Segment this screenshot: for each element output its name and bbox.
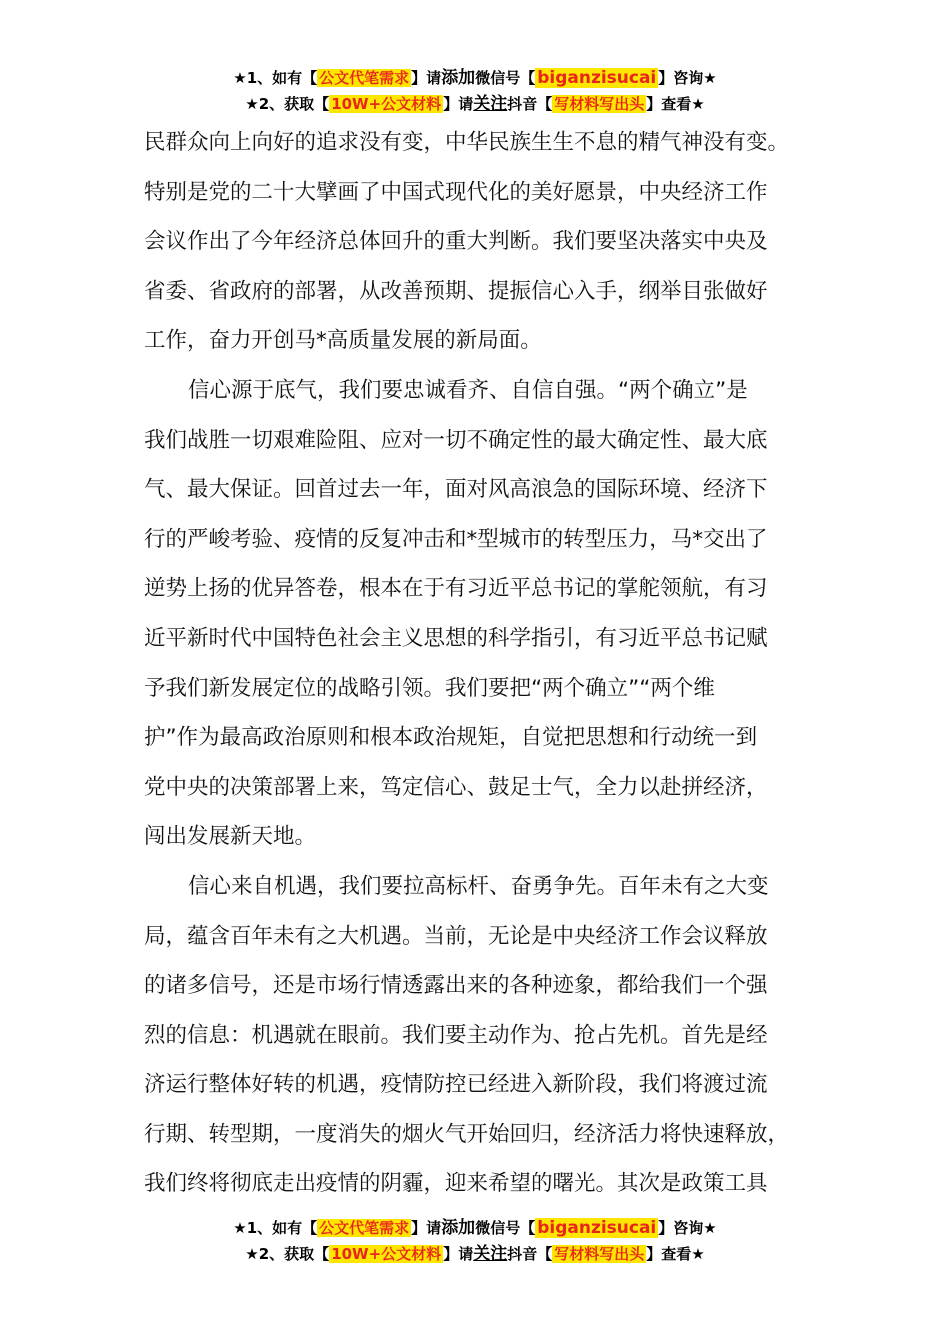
highlight-materials: 10W+公文材料 bbox=[331, 1245, 442, 1263]
body-line: 逆势上扬的优异答卷，根本在于有习近平总书记的掌舵领航，有习 bbox=[144, 576, 768, 602]
body-line: 护”作为最高政治原则和根本政治规矩，自觉把思想和行动统一到 bbox=[144, 725, 758, 751]
body-line: 我们终将彻底走出疫情的阴霾，迎来希望的曙光。其次是政策工具 bbox=[144, 1171, 768, 1197]
banner-text: ★1、如有【 bbox=[233, 69, 318, 87]
banner-text: 】查看★ bbox=[646, 95, 705, 113]
banner-text: 】查看★ bbox=[646, 1245, 705, 1263]
banner-text: 】请 bbox=[411, 69, 442, 87]
body-line: 省委、省政府的部署，从改善预期、提振信心入手，纲举目张做好 bbox=[144, 278, 768, 304]
highlight-wechat-id: biganzisucai bbox=[537, 1218, 657, 1238]
highlight-materials: 10W+公文材料 bbox=[331, 95, 442, 113]
body-line: 行的严峻考验、疫情的反复冲击和*型城市的转型压力，马*交出了 bbox=[144, 526, 768, 552]
body-line: 我们战胜一切艰难险阻、应对一切不确定性的最大确定性、最大底 bbox=[144, 427, 768, 453]
body-line: 气、最大保证。回首过去一年，面对风高浪急的国际环境、经济下 bbox=[144, 477, 768, 503]
highlight-douyin: 写材料写出头 bbox=[554, 1245, 645, 1263]
body-line: 的诸多信号，还是市场行情透露出来的各种迹象，都给我们一个强 bbox=[144, 973, 768, 999]
body-line: 局，蕴含百年未有之大机遇。当前，无论是中央经济工作会议释放 bbox=[144, 923, 768, 949]
highlight-wechat-id: biganzisucai bbox=[537, 68, 657, 88]
banner-text: 抖音【 bbox=[507, 1245, 553, 1263]
banner-emphasis: 关注 bbox=[473, 1244, 508, 1264]
banner-line-1 bbox=[0, 66, 950, 91]
body-line: 民群众向上向好的追求没有变，中华民族生生不息的精气神没有变。 bbox=[144, 130, 790, 155]
banner-text: 】请 bbox=[411, 1219, 442, 1237]
banner-text: 微信号【 bbox=[475, 1219, 536, 1237]
highlight-douyin: 写材料写出头 bbox=[554, 95, 645, 113]
paragraph-start-line: 信心来自机遇，我们要拉高标杆、奋勇争先。百年未有之大变 bbox=[188, 873, 769, 899]
banner-emphasis: 关注 bbox=[473, 94, 508, 114]
banner-text: 】咨询★ bbox=[658, 1219, 717, 1237]
body-line: 会议作出了今年经济总体回升的重大判断。我们要坚决落实中央及 bbox=[144, 229, 768, 255]
banner-text: 】咨询★ bbox=[658, 69, 717, 87]
body-line: 近平新时代中国特色社会主义思想的科学指引，有习近平总书记赋 bbox=[144, 625, 768, 651]
body-line: 烈的信息：机遇就在眼前。我们要主动作为、抢占先机。首先是经 bbox=[144, 1022, 768, 1048]
banner-emphasis: 添加 bbox=[441, 1218, 476, 1238]
highlight-service: 公文代笔需求 bbox=[319, 1219, 410, 1237]
banner-line-2 bbox=[0, 92, 950, 117]
banner-text: ★1、如有【 bbox=[233, 1219, 318, 1237]
body-line: 行期、转型期，一度消失的烟火气开始回归，经济活力将快速释放， bbox=[144, 1121, 790, 1147]
banner-text: 抖音【 bbox=[507, 95, 553, 113]
body-line: 党中央的决策部署上来，笃定信心、鼓足士气，全力以赴拼经济， bbox=[144, 774, 768, 800]
banner-line-1 bbox=[0, 1216, 950, 1241]
banner-text: 】请 bbox=[443, 1245, 474, 1263]
highlight-service: 公文代笔需求 bbox=[319, 69, 410, 87]
body-line: 特别是党的二十大擘画了中国式现代化的美好愿景，中央经济工作 bbox=[144, 179, 768, 205]
banner-text: ★2、获取【 bbox=[245, 1245, 330, 1263]
paragraph-start-line: 信心源于底气，我们要忠诚看齐、自信自强。“两个确立”是 bbox=[188, 377, 748, 403]
body-line: 予我们新发展定位的战略引领。我们要把“两个确立”“两个维 bbox=[144, 675, 715, 701]
body-line: 闯出发展新天地。 bbox=[144, 824, 317, 850]
banner-line-2 bbox=[0, 1242, 950, 1267]
document-body bbox=[144, 118, 834, 1209]
body-line: 济运行整体好转的机遇，疫情防控已经进入新阶段，我们将渡过流 bbox=[144, 1072, 768, 1098]
banner-text: 】请 bbox=[443, 95, 474, 113]
banner-text: 微信号【 bbox=[475, 69, 536, 87]
body-line: 工作，奋力开创马*高质量发展的新局面。 bbox=[144, 328, 542, 354]
banner-emphasis: 添加 bbox=[441, 68, 476, 88]
banner-text: ★2、获取【 bbox=[245, 95, 330, 113]
